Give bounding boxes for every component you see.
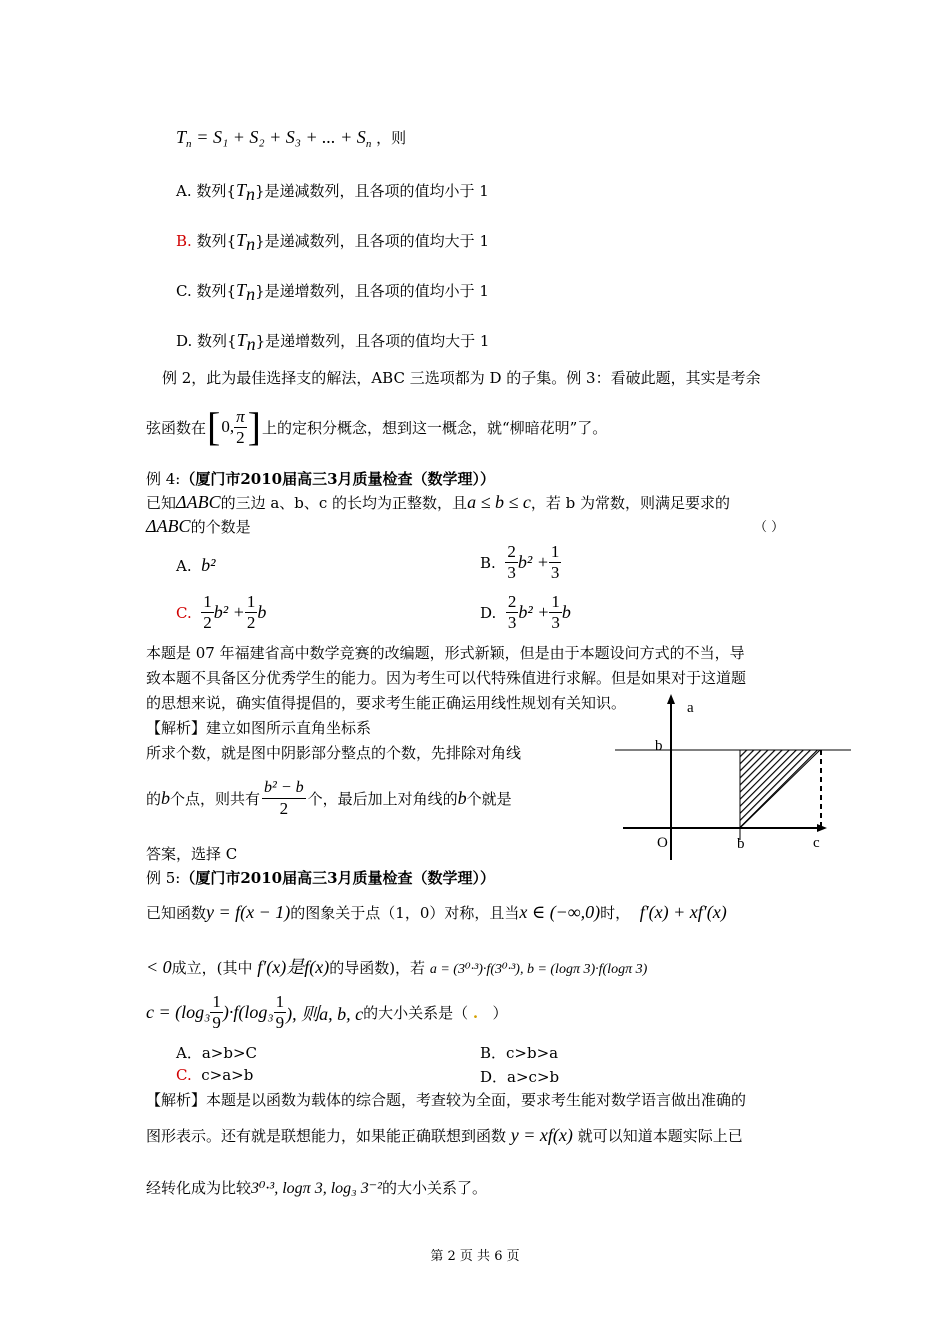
label-b-bottom: b: [737, 836, 745, 852]
ex5-option-a: A．a>b>C: [176, 1044, 257, 1062]
q1-option-a: A. 数列$\{T_n\}$是递减数列，且各项的值均小于 1: [176, 180, 489, 204]
ex4-analysis-line3: 的 b 个点，则共有 $\frac{\text{b² − b}}{2}$ 个，最后加上对角线的 b 个就是: [146, 779, 512, 818]
ex4-answer: 答案，选择 C: [146, 845, 238, 863]
ex5-analysis-line3: 经转化成为比较3⁰·³, logπ 3, log₃ 3⁻²的大小关系了。: [146, 1179, 487, 1197]
label-c: c: [813, 835, 820, 851]
a-axis-arrow: [667, 694, 675, 704]
ex4-option-d: D. $\frac{2}{3}$ b² + $\frac{1}{3}$ b: [480, 592, 571, 632]
ex4-heading: 例 4:（厦门市2010届高三3月质量检查（数学理））: [146, 470, 496, 488]
coordinate-figure: [615, 690, 855, 860]
ex5-analysis-line1: 【解析】本题是以函数为载体的综合题，考查较为全面，要求考生能对数学语言做出准确的: [146, 1091, 747, 1109]
ex4-comment-line3: 的思想来说，确实值得提倡的，要求考生能正确运用线性规划有关知识。: [146, 694, 627, 712]
q1-option-c: C. 数列$\{T_n\}$是递增数列，且各项的值均小于 1: [176, 280, 489, 304]
ex5-heading: 例 5:（厦门市2010届高三3月质量检查（数学理））: [146, 869, 496, 887]
ex5-line3: c = (log₃ $\frac{1}{9}$ )·f(log₃ $\frac{1}{9}$ ), 则a, b, c 的大小关系是（ . ）: [146, 992, 508, 1032]
ex4-option-a: A. b²: [176, 555, 216, 575]
ex4-comment-line1: 本题是 07 年福建省高中数学竞赛的改编题，形式新颖，但是由于本题设问方式的不当，导: [146, 644, 745, 662]
label-origin: O: [657, 835, 668, 851]
para-ex23-line2: 弦函数在 [ 0, $\frac{\pi}{2}$ ] 上的定积分概念，想到这一概念，就“柳暗花明”了。: [146, 404, 608, 449]
shaded-region: [740, 750, 820, 828]
q1-option-d: D. 数列$\{T_n\}$是递增数列，且各项的值均大于 1: [176, 330, 490, 354]
label-a: a: [687, 700, 694, 716]
ex5-analysis-line2: 图形表示。还有就是联想能力，如果能正确联想到函数 y = xf(x) 就可以知道本题实际上已: [146, 1125, 743, 1145]
ex4-comment-line2: 致本题不具备区分优秀学生的能力。因为考生可以代特殊值进行求解。但是如果对于这道题: [146, 669, 747, 687]
top-formula: $T_n = S_1 + S_2 + S_3$ + ... + $S_n$ ，则: [176, 127, 407, 150]
para-ex23-line1: 例 2，此为最佳选择支的解法，ABC 三选项都为 D 的子集。例 3：看破此题，其实是考余: [162, 369, 761, 387]
page-footer: 第 2 页 共 6 页: [430, 1249, 520, 1264]
ex5-option-b: B．c>b>a: [480, 1044, 559, 1062]
ex5-line1: 已知函数y = f(x − 1)的图象关于点（1，0）对称，且当x ∈ (−∞,0)时， f′(x) + xf′(x): [146, 902, 727, 922]
label-b-axis: b: [655, 738, 663, 754]
q1-option-b: B. 数列$\{T_n\}$是递减数列，且各项的值均大于 1: [176, 230, 489, 254]
ex4-stem-line2: ΔABC的个数是: [146, 516, 251, 536]
ex5-option-c: C. c>a>b: [176, 1066, 254, 1084]
ex4-analysis-line1: 【解析】建立如图所示直角坐标系: [146, 719, 372, 737]
ex4-option-c: C. $\frac{1}{2}$ b² + $\frac{1}{2}$ b: [176, 592, 267, 632]
ex4-analysis-line2: 所求个数，就是图中阴影部分整点的个数，先排除对角线: [146, 744, 522, 762]
ex4-answer-bracket: （ ）: [754, 520, 785, 535]
ex4-option-b: B. $\frac{2}{3}$ b² + $\frac{1}{3}$: [480, 542, 560, 582]
ex4-stem-line1: 已知ΔABC的三边 a、b、c 的长均为正整数，且a ≤ b ≤ c，若 b 为常数，则满足要求的: [146, 492, 730, 512]
ex5-option-d: D．a>c>b: [480, 1068, 560, 1086]
ex5-line2: < 0成立，(其中 f′(x)是f(x)的导函数)，若 a = (3⁰·³)·f(3⁰·³), b = (logπ 3)·f(logπ 3): [146, 957, 648, 977]
